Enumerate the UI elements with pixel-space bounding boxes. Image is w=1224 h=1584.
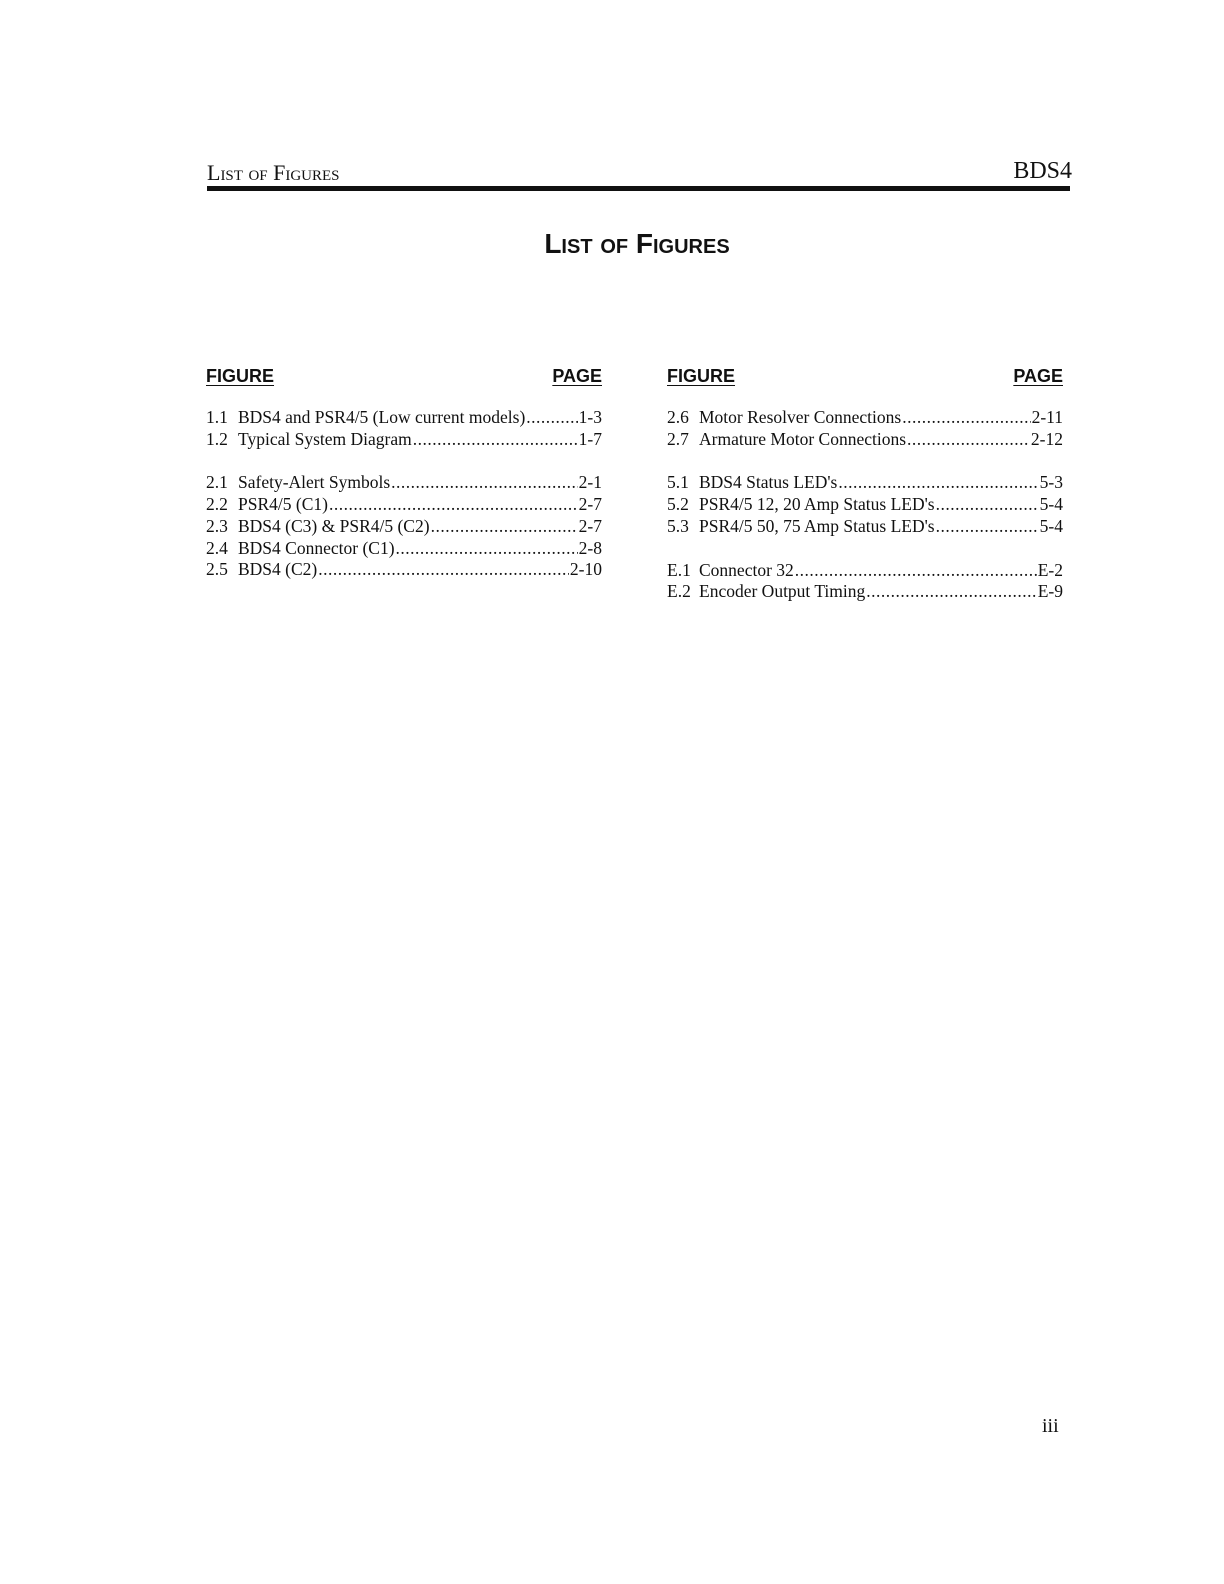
figure-group — [667, 560, 1063, 603]
figure-page: 5-4 — [1039, 494, 1063, 515]
figure-page: 2-11 — [1031, 407, 1063, 427]
figure-entry[interactable] — [206, 407, 602, 429]
figure-page: 2-12 — [1030, 428, 1063, 449]
figure-entry[interactable] — [206, 538, 602, 560]
figure-number: 2.4 — [206, 537, 228, 558]
dot-leader — [431, 516, 578, 538]
figure-number: 5.3 — [667, 515, 689, 536]
figure-group — [667, 472, 1063, 537]
figure-number: 2.7 — [667, 428, 689, 449]
figure-title: Typical System Diagram — [238, 428, 412, 449]
figure-title: BDS4 (C2) — [238, 559, 318, 580]
running-header-product: BDS4 — [1013, 158, 1072, 184]
figure-title: Connector 32 — [699, 559, 794, 580]
figure-page: 2-10 — [569, 559, 602, 580]
dot-leader — [413, 429, 578, 451]
figure-entry[interactable] — [667, 472, 1063, 494]
figure-title: BDS4 Connector (C1) — [238, 537, 395, 558]
figure-title: PSR4/5 50, 75 Amp Status LED's — [699, 515, 935, 536]
figure-list-left — [206, 366, 602, 603]
figure-page: 2-1 — [578, 472, 602, 493]
figure-group — [206, 407, 602, 450]
figure-entry[interactable] — [667, 581, 1063, 603]
figure-number: 2.2 — [206, 494, 228, 515]
figure-page: 2-7 — [578, 494, 602, 515]
figure-number: 2.5 — [206, 559, 228, 580]
figure-list-right — [667, 366, 1063, 625]
figure-number: 2.1 — [206, 472, 228, 493]
figure-entry[interactable] — [667, 494, 1063, 516]
figure-entry[interactable] — [667, 429, 1063, 451]
dot-leader — [936, 494, 1039, 516]
figure-number: 1.2 — [206, 428, 228, 449]
figure-title: BDS4 and PSR4/5 (Low current models) — [238, 407, 526, 427]
figure-entry[interactable] — [206, 494, 602, 516]
figure-title: Armature Motor Connections — [699, 428, 907, 449]
dot-leader — [795, 560, 1037, 582]
figure-page: 1-7 — [578, 428, 602, 449]
figure-page: E-9 — [1037, 581, 1063, 602]
figure-entry[interactable] — [206, 559, 602, 581]
figure-page: 5-3 — [1039, 472, 1063, 493]
dot-leader — [838, 472, 1038, 494]
figure-entry[interactable] — [667, 560, 1063, 582]
dot-leader — [391, 472, 578, 494]
figure-page: 2-7 — [578, 515, 602, 536]
header-rule — [207, 186, 1070, 191]
page-column-label: PAGE — [552, 366, 602, 386]
column-header — [667, 366, 1063, 387]
figure-number: E.1 — [667, 559, 691, 580]
dot-leader — [902, 407, 1030, 429]
figure-group — [667, 407, 1063, 450]
dot-leader — [526, 407, 577, 429]
figure-number: 2.3 — [206, 515, 228, 536]
figure-number: 1.1 — [206, 407, 228, 427]
figure-entry[interactable] — [206, 472, 602, 494]
figure-title: Motor Resolver Connections — [699, 407, 902, 427]
figure-title: BDS4 (C3) & PSR4/5 (C2) — [238, 515, 430, 536]
figure-number: 2.6 — [667, 407, 689, 427]
figure-entry[interactable] — [667, 516, 1063, 538]
figure-group — [206, 472, 602, 581]
figure-entry[interactable] — [206, 429, 602, 451]
figure-entry[interactable] — [667, 407, 1063, 429]
dot-leader — [936, 516, 1039, 538]
running-header-title: List of Figures — [207, 160, 340, 185]
figure-title: Encoder Output Timing — [699, 581, 866, 602]
figure-page: 5-4 — [1039, 515, 1063, 536]
page-title: List of Figures — [544, 228, 730, 259]
figure-page: 1-3 — [578, 407, 602, 427]
figure-number: E.2 — [667, 581, 691, 602]
figure-column-label: FIGURE — [667, 366, 736, 386]
dot-leader — [318, 559, 569, 581]
figure-title: BDS4 Status LED's — [699, 472, 838, 493]
dot-leader — [907, 429, 1030, 451]
figure-number: 5.2 — [667, 494, 689, 515]
figure-column-label: FIGURE — [206, 366, 275, 386]
figure-page: 2-8 — [578, 537, 602, 558]
column-header — [206, 366, 602, 387]
figure-entry[interactable] — [206, 516, 602, 538]
figure-title: PSR4/5 (C1) — [238, 494, 328, 515]
page-column-label: PAGE — [1013, 366, 1063, 386]
figure-number: 5.1 — [667, 472, 689, 493]
dot-leader — [329, 494, 578, 516]
figure-title: PSR4/5 12, 20 Amp Status LED's — [699, 494, 935, 515]
figure-title: Safety-Alert Symbols — [238, 472, 391, 493]
dot-leader — [396, 538, 578, 560]
figure-page: E-2 — [1037, 559, 1063, 580]
dot-leader — [866, 581, 1036, 603]
page-number: iii — [1042, 1415, 1059, 1437]
